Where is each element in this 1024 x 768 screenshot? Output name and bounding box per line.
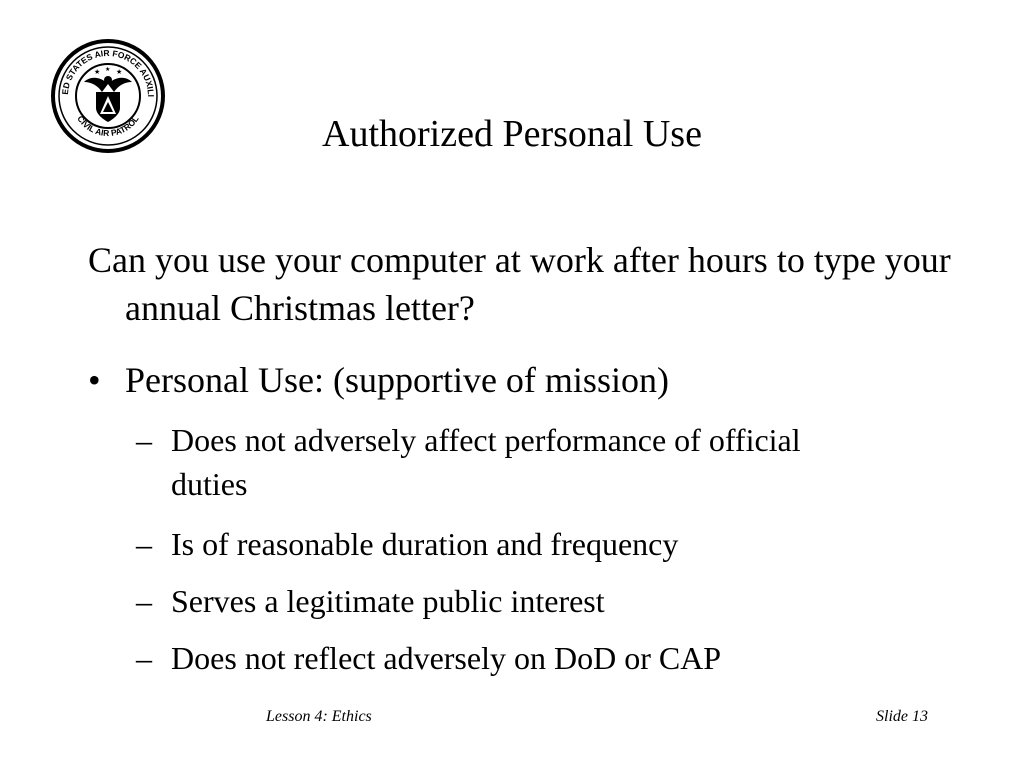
sub-item [136, 636, 856, 680]
svg-text:★: ★ [94, 68, 101, 76]
sub-item-dash: – [136, 583, 152, 619]
footer-slide-number: Slide 13 [876, 708, 928, 725]
slide-title: Authorized Personal Use [322, 113, 702, 155]
sub-item-text: Does not adversely affect performance of official duties [171, 422, 801, 502]
sub-item-text: Is of reasonable duration and frequency [171, 526, 679, 562]
sub-item-dash: – [136, 422, 152, 458]
seal-ring-text: ED STATES AIR FORCE AUXILI [59, 47, 157, 98]
seal-bottom-text: CIVIL AIR PATROL [75, 113, 141, 139]
footer-lesson-label: Lesson 4: Ethics [266, 708, 372, 725]
svg-text:★: ★ [116, 68, 123, 76]
sub-item [136, 418, 856, 506]
sub-item [136, 522, 856, 566]
sub-item [136, 579, 856, 623]
bullet-text: Personal Use: (supportive of mission) [125, 360, 669, 400]
slide-question: Can you use your computer at work after hours to type your annual Christmas letter? [88, 240, 951, 328]
bullet-mark: • [88, 360, 101, 400]
svg-text:★: ★ [105, 67, 111, 73]
sub-item-dash: – [136, 526, 152, 562]
sub-item-text: Does not reflect adversely on DoD or CAP [171, 640, 722, 676]
sub-item-text: Serves a legitimate public interest [171, 583, 605, 619]
sub-item-dash: – [136, 640, 152, 676]
